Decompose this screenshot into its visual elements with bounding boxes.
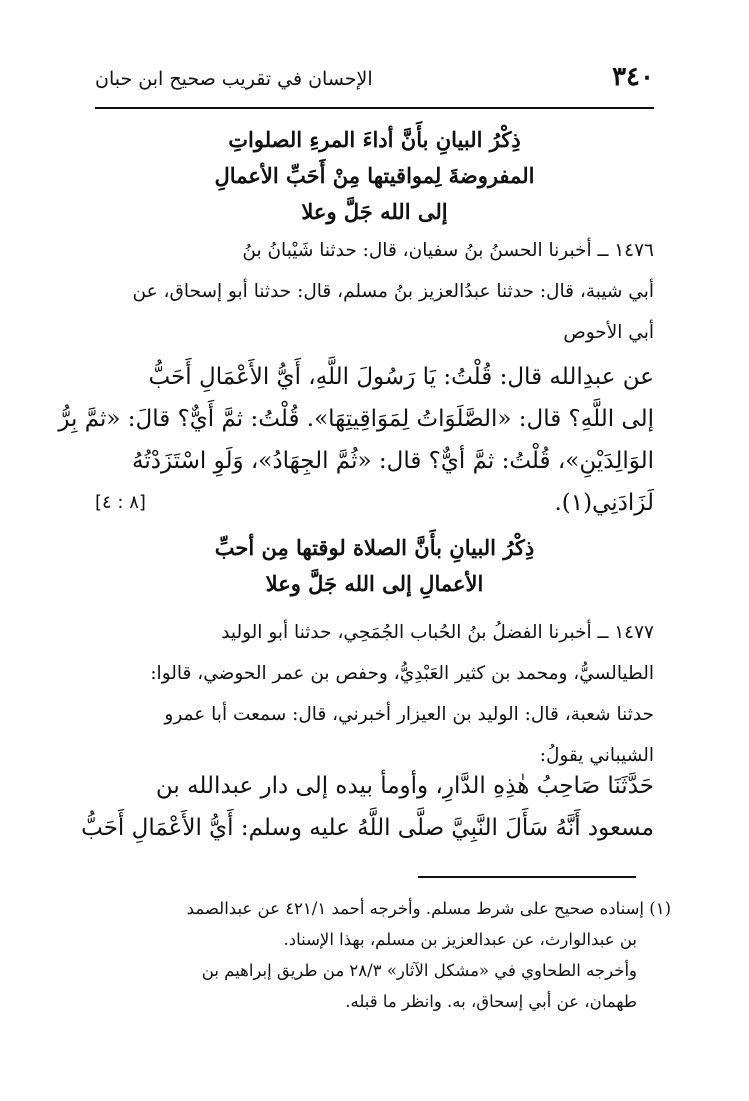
footnote-rule [418,876,636,878]
text-line: الوَالِدَيْنِ»، قُلْتُ: ثمَّ أيٌّ؟ قال: «ثُمَّ الجِهَادُ»، وَلَوِ اسْتَزَدْتُهُ [132,448,654,474]
text-line: الطيالسيُّ، ومحمد بن كثير العَبْدِيُّ، وحفص بن عمر الحوضي، قالوا: [150,663,654,684]
text-line: حَدَّثَنَا صَاحِبُ هٰذِهِ الدَّارِ، وأومأ بيده إلى دار عبدالله بن [155,773,654,799]
footnote-line: (١) إسناده صحيح على شرط مسلم. وأخرجه أحمد ٤٢١/١ عن عبدالصمد [186,899,671,918]
heading-line: ذِكْرُ البيانِ بأَنَّ الصلاة لوقتها مِن أحبِّ [214,535,535,560]
hadith-1477 [81,765,654,849]
footnote-line: طهمان، عن أبي إسحاق، به. وانظر ما قبله. [345,992,637,1011]
footnote-line: وأخرجه الطحاوي في «مشكل الآثار» ٢٨/٣ من طريق إبراهيم بن [201,961,637,980]
narration-1477 [95,612,654,776]
section-heading-1 [95,122,654,230]
book-title: الإحسان في تقريب صحيح ابن حبان [95,68,373,90]
text-line: عن عبدِالله قال: قُلْتُ: يَا رَسُولَ اللَّهِ، أَيُّ الأَعْمَالِ أَحَبُّ [148,364,654,390]
text-line: مسعود أَنَّهُ سَأَلَ النَّبِيَّ صلَّى اللَّهُ عليه وسلم: أَيُّ الأَعْمَالِ أَحَبُّ [81,815,654,841]
text-line: ١٤٧٦ ــ أخبرنا الحسنُ بنُ سفيان، قال: حدثنا شَيْبانُ بنُ [242,240,654,261]
heading-line: ذِكْرُ البيانِ بأَنَّ أداءَ المرءِ الصلواتِ [228,127,521,152]
text-line: حدثنا شعبة، قال: الوليد بن العيزار أخبرني، قال: سمعت أبا عمرو [164,704,654,725]
narration-1476 [95,230,654,353]
text-line: ١٤٧٧ ــ أخبرنا الفضلُ بنُ الحُباب الجُمَحِي، حدثنا أبو الوليد [221,622,654,643]
heading-line: المفروضةَ لِمواقيتها مِنْ أَحَبِّ الأعمالِ [214,163,535,188]
reference-tag: [٨ : ٤] [95,492,146,513]
hadith-1476 [58,356,654,524]
text-line: الشيباني يقولُ: [539,745,654,766]
running-header [95,60,654,102]
page-number: ٣٤٠ [612,62,654,92]
hadith-end: لَزَادَنِي(١). [554,490,654,516]
header-rule [95,107,654,109]
footnote-line: بن عبدالوارث، عن عبدالعزيز بن مسلم، بهذا الإسناد. [283,930,637,949]
heading-line: إلى الله جَلَّ وعلا [301,199,448,224]
section-heading-2 [95,530,654,602]
heading-line: الأعمالِ إلى الله جَلَّ وعلا [265,571,484,596]
footnotes [95,893,671,1017]
text-line: أبي الأحوص [563,322,654,343]
text-line [95,482,654,524]
text-line: إلى اللَّهِ؟ قال: «الصَّلَوَاتُ لِمَوَاقِيتِهَا». قُلْتُ: ثمَّ أَيٌّ؟ قالَ: «ثمَّ بِرُّ [58,406,654,432]
text-line: أبي شيبة، قال: حدثنا عبدُالعزيز بنُ مسلم، قال: حدثنا أبو إسحاق، عن [132,281,654,302]
